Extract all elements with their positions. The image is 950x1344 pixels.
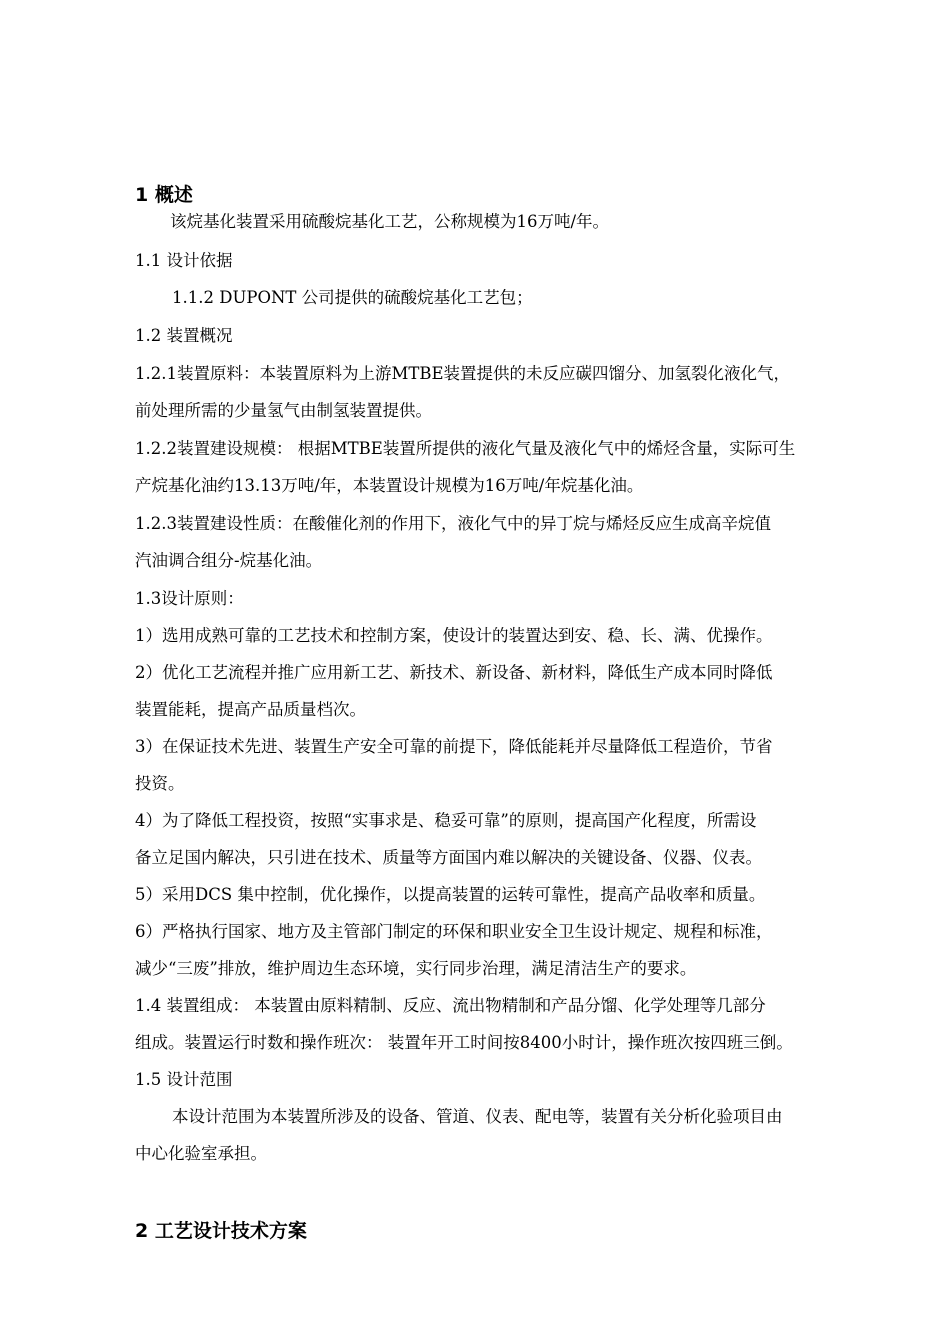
paragraph-intro: 该烷基化装置采用硫酸烷基化工艺，公称规模为16万吨/年。	[170, 212, 610, 231]
item-1-2-2-line1: 1.2.2装置建设规模： 根据MTBE装置所提供的液化气量及液化气中的烯烃含量，实际可生	[135, 439, 796, 458]
heading-1-1: 1.1 设计依据	[135, 251, 233, 270]
heading-1-2: 1.2 装置概况	[135, 326, 233, 345]
principle-4-line2: 备立足国内解决，只引进在技术、质量等方面国内难以解决的关键设备、仪器、仪表。	[135, 848, 762, 867]
heading-section-2: 2 工艺设计技术方案	[135, 1220, 307, 1242]
item-1-2-2-line2: 产烷基化油约13.13万吨/年，本装置设计规模为16万吨/年烷基化油。	[135, 476, 644, 495]
item-1-2-1-line1: 1.2.1装置原料：本装置原料为上游MTBE装置提供的未反应碳四馏分、加氢裂化液化气，	[135, 364, 791, 383]
heading-1-3: 1.3设计原则：	[135, 589, 244, 608]
principle-2-line2: 装置能耗，提高产品质量档次。	[135, 700, 366, 719]
item-1-2-1-line2: 前处理所需的少量氢气由制氢装置提供。	[135, 401, 432, 420]
item-1-2-3-line2: 汽油调合组分-烷基化油。	[135, 551, 323, 570]
principle-6-line1: 6）严格执行国家、地方及主管部门制定的环保和职业安全卫生设计规定、规程和标准，	[135, 922, 773, 941]
principle-3-line2: 投资。	[135, 774, 185, 793]
principle-1: 1）选用成熟可靠的工艺技术和控制方案，使设计的装置达到安、稳、长、满、优操作。	[135, 626, 773, 645]
heading-section-1: 1 概述	[135, 184, 193, 206]
scope-line2: 中心化验室承担。	[135, 1144, 267, 1163]
item-1-4-line1: 1.4 装置组成： 本装置由原料精制、反应、流出物精制和产品分馏、化学处理等几部分	[135, 996, 766, 1015]
scope-line1: 本设计范围为本装置所涉及的设备、管道、仪表、配电等，装置有关分析化验项目由	[172, 1107, 783, 1126]
principle-4-line1: 4）为了降低工程投资，按照“实事求是、稳妥可靠”的原则，提高国产化程度，所需设	[135, 811, 757, 830]
principle-2-line1: 2）优化工艺流程并推广应用新工艺、新技术、新设备、新材料，降低生产成本同时降低	[135, 663, 773, 682]
item-1-2-3-line1: 1.2.3装置建设性质：在酸催化剂的作用下，液化气中的异丁烷与烯烃反应生成高辛烷值	[135, 514, 771, 533]
item-1-1-2: 1.1.2 DUPONT 公司提供的硫酸烷基化工艺包；	[172, 288, 533, 307]
heading-1-5: 1.5 设计范围	[135, 1070, 233, 1089]
principle-6-line2: 减少“三废”排放，维护周边生态环境，实行同步治理，满足清洁生产的要求。	[135, 959, 697, 978]
principle-3-line1: 3）在保证技术先进、装置生产安全可靠的前提下，降低能耗并尽量降低工程造价，节省	[135, 737, 773, 756]
principle-5: 5）采用DCS 集中控制，优化操作，以提高装置的运转可靠性，提高产品收率和质量。	[135, 885, 766, 904]
item-1-4-line2: 组成。装置运行时数和操作班次： 装置年开工时间按8400小时计，操作班次按四班三倒。	[135, 1033, 793, 1052]
